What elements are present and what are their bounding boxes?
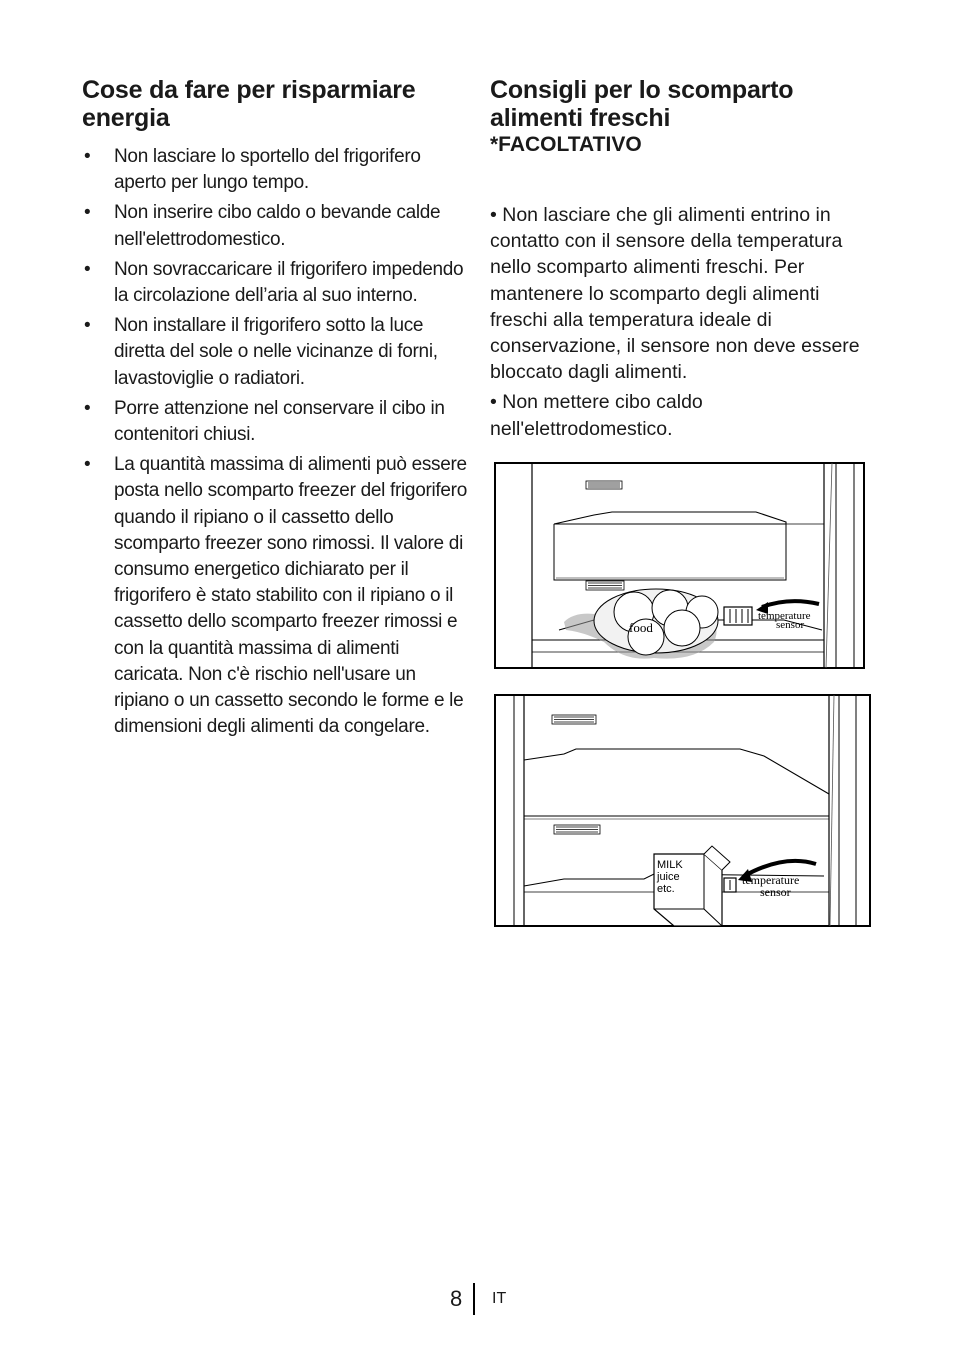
carton-text: MILK bbox=[657, 859, 683, 871]
optional-subtitle: *FACOLTATIVO bbox=[490, 133, 642, 156]
list-item: • Non inserire cibo caldo o bevande calde nell'elettrodomestico. bbox=[84, 202, 441, 250]
sensor-paragraph: • Non lasciare che gli alimenti entrino in contatto con il sensore della temperatura nello scomparto alimenti freschi. Per mantenere lo scomparto degli alimenti freschi alla temperatura ideale di conservazione, il sensore non deve essere bloccato dagli alimenti. bbox=[490, 204, 860, 384]
bullet-icon: • bbox=[84, 202, 91, 224]
energy-saving-title: Cose da fare per risparmiare energia bbox=[82, 76, 416, 132]
sensor-label: sensor bbox=[776, 619, 805, 631]
bullet-icon: • bbox=[84, 454, 91, 476]
food-label: food bbox=[629, 620, 653, 635]
milk-carton bbox=[654, 846, 730, 926]
bullet-icon: • bbox=[84, 146, 91, 167]
vent-icon bbox=[586, 481, 622, 489]
right-column bbox=[490, 76, 880, 446]
temperature-sensor-icon bbox=[724, 878, 736, 892]
language-code: IT bbox=[492, 1290, 507, 1307]
page-number: 8 bbox=[450, 1286, 463, 1311]
carton-text: juice bbox=[657, 871, 680, 883]
vent-icon bbox=[586, 581, 624, 590]
carton-sensor-figure bbox=[494, 694, 872, 928]
temperature-sensor-icon bbox=[724, 607, 752, 625]
vent-icon bbox=[552, 715, 596, 724]
left-column bbox=[82, 76, 467, 744]
food-sensor-figure bbox=[494, 462, 866, 670]
list-item: • La quantità massima di alimenti può essere posta nello scomparto freezer del frigorifero quando il ripiano o il cassetto dello scomparto freezer sono rimossi. Il valore di consumo energetico dichiarato per il frigorifero è stato stabilito con il ripiano o il cassetto dello scomparto freezer rimossi e con la quantità massima di alimenti caricata. Non c'è rischio nell'usare un ripiano o un cassetto secondo le forme e le dimensioni degli alimenti da congelare. bbox=[84, 454, 467, 738]
carton-text: etc. bbox=[657, 883, 675, 895]
list-item: • Non installare il frigorifero sotto la luce diretta del sole o nelle vicinanze di forni, lavastoviglie o radiatori. bbox=[84, 315, 438, 389]
bullet-icon: • bbox=[84, 397, 91, 419]
bullet-icon: • bbox=[84, 258, 91, 280]
list-item: • Non lasciare lo sportello del frigorifero aperto per lungo tempo. bbox=[84, 146, 421, 194]
sensor-label: temperature bbox=[758, 610, 811, 622]
vent-icon bbox=[554, 825, 600, 834]
energy-saving-list bbox=[82, 144, 467, 740]
hot-food-paragraph: • Non mettere cibo caldo nell'elettrodomestico. bbox=[490, 391, 703, 440]
sensor-label: temperature bbox=[742, 873, 800, 887]
list-item: • Porre attenzione nel conservare il cibo in contenitori chiusi. bbox=[84, 397, 445, 446]
fresh-food-title: Consigli per lo scomparto alimenti freschi bbox=[490, 76, 794, 132]
sensor-label: sensor bbox=[760, 885, 791, 899]
bullet-icon: • bbox=[84, 315, 91, 337]
list-item: • Non sovraccaricare il frigorifero impedendo la circolazione dell’aria al suo interno. bbox=[84, 258, 464, 307]
footer-divider bbox=[473, 1283, 475, 1315]
